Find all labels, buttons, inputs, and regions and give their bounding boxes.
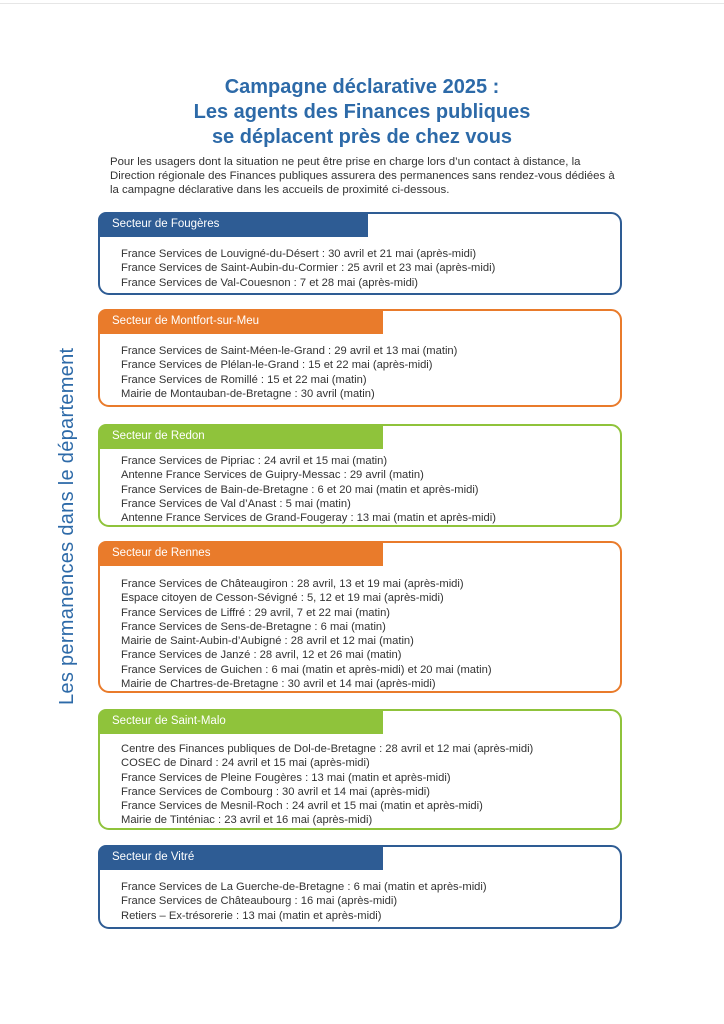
section-header: Secteur de Vitré [98,845,383,870]
section-header: Secteur de Rennes [98,541,383,566]
list-item: France Services de Liffré : 29 avril, 7 et 22 mai (matin) [121,606,391,619]
list-item: France Services de Sens-de-Bretagne : 6 mai (matin) [121,620,386,633]
list-item: Espace citoyen de Cesson-Sévigné : 5, 12 et 19 mai (après-midi) [121,592,444,605]
list-item: Antenne France Services de Guipry-Messac : 29 avril (matin) [121,469,424,482]
list-item: Mairie de Montauban-de-Bretagne : 30 avril (matin) [121,387,375,400]
list-item: France Services de Val d’Anast : 5 mai (matin) [121,497,351,510]
list-item: France Services de La Guerche-de-Bretagne : 6 mai (matin et après-midi) [121,881,487,893]
section-lines [121,742,533,828]
section-vitre [98,845,622,929]
list-item: Centre des Finances publiques de Dol-de-Bretagne : 28 avril et 12 mai (après-midi) [121,743,534,755]
section-lines [121,247,495,290]
intro-paragraph: Pour les usagers dont la situation ne peut être prise en charge lors d’un contact à distance, la Direction régionale des Finances publiques assurera des permanences sans rendez-vous dédiées à la campagne déclarative dans les accueils de proximité ci-dessous. [110,156,615,196]
list-item: Antenne France Services de Grand-Fougeray : 13 mai (matin et après-midi) [121,512,496,525]
list-item: France Services de Pleine Fougères : 13 mai (matin et après-midi) [121,771,451,784]
section-lines [121,880,487,923]
section-redon [98,424,622,527]
list-item: France Services de Guichen : 6 mai (matin et après-midi) et 20 mai (matin) [121,663,492,676]
list-item: COSEC de Dinard : 24 avril et 15 mai (après-midi) [121,757,370,770]
section-lines [121,454,496,525]
list-item: France Services de Val-Couesnon : 7 et 28 mai (après-midi) [121,276,419,289]
title-line-3: se déplacent près de chez vous [211,126,513,148]
section-header: Secteur de Fougères [98,212,368,237]
list-item: France Services de Mesnil-Roch : 24 avril et 15 mai (matin et après-midi) [121,800,483,813]
section-header: Secteur de Saint-Malo [98,709,383,734]
list-item: Mairie de Saint-Aubin-d’Aubigné : 28 avril et 12 mai (matin) [121,635,414,648]
page-title [0,75,724,150]
section-lines [121,577,492,691]
list-item: France Services de Bain-de-Bretagne : 6 et 20 mai (matin et après-midi) [121,483,479,496]
side-label: Les permanences dans le département [56,347,78,705]
list-item: France Services de Saint-Méen-le-Grand : 29 avril et 13 mai (matin) [121,345,458,357]
section-saint-malo [98,709,622,830]
section-montfort [98,309,622,407]
section-header: Secteur de Montfort-sur-Meu [98,309,383,334]
list-item: Retiers – Ex-trésorerie : 13 mai (matin et après-midi) [121,909,382,922]
list-item: France Services de Louvigné-du-Désert : 30 avril et 21 mai (après-midi) [121,248,477,260]
section-rennes [98,541,622,693]
list-item: France Services de Châteaubourg : 16 mai (après-midi) [121,895,398,908]
list-item: Mairie de Tinténiac : 23 avril et 16 mai (après-midi) [121,814,373,827]
title-line-1: Campagne déclarative 2025 : [224,76,500,98]
list-item: France Services de Janzé : 28 avril, 12 et 26 mai (matin) [121,649,402,662]
list-item: France Services de Combourg : 30 avril et 14 mai (après-midi) [121,785,431,798]
section-fougeres [98,212,622,295]
list-item: France Services de Saint-Aubin-du-Cormier : 25 avril et 23 mai (après-midi) [121,262,496,275]
list-item: France Services de Plélan-le-Grand : 15 et 22 mai (après-midi) [121,359,433,372]
list-item: France Services de Châteaugiron : 28 avril, 13 et 19 mai (après-midi) [121,578,464,590]
top-rule [0,3,724,4]
list-item: Mairie de Chartres-de-Bretagne : 30 avril et 14 mai (après-midi) [121,678,436,691]
list-item: France Services de Romillé : 15 et 22 mai (matin) [121,373,367,386]
section-lines [121,344,457,401]
list-item: France Services de Pipriac : 24 avril et 15 mai (matin) [121,455,388,467]
section-header: Secteur de Redon [98,424,383,449]
title-line-2: Les agents des Finances publiques [193,101,531,123]
